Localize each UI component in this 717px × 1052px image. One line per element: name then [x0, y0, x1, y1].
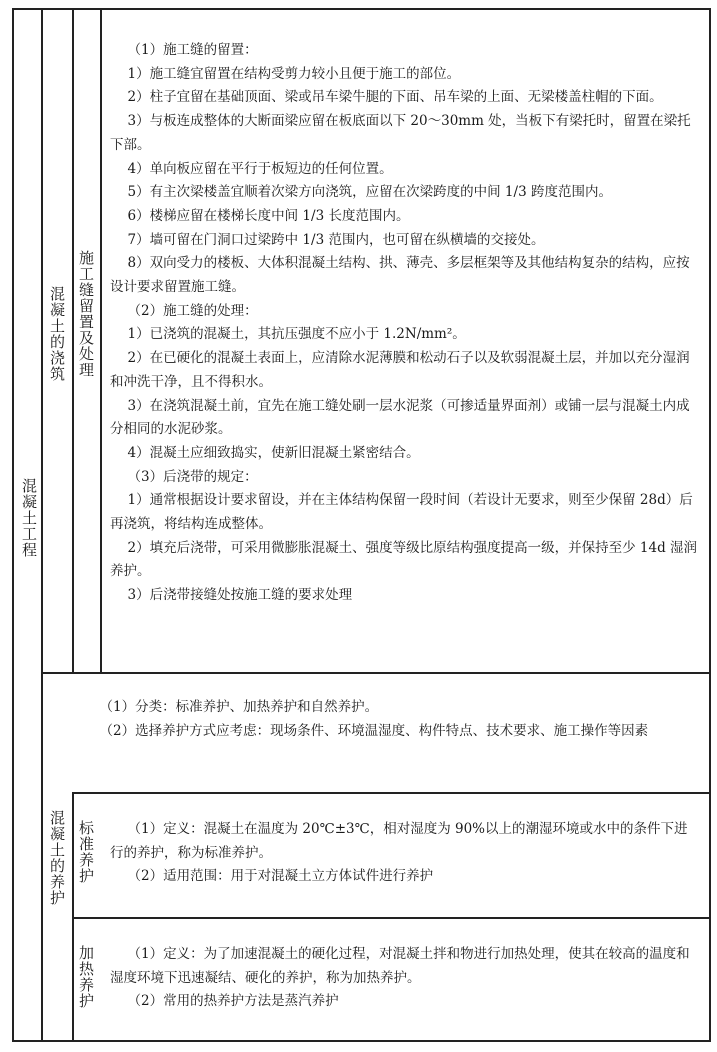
text-line: 2）在已硬化的混凝土表面上，应清除水泥薄膜和松动石子以及软弱混凝土层，并加以充分湿润和冲洗干净，且不得积水。: [110, 350, 690, 390]
col-divider-4: [72, 792, 74, 1040]
text-line: （2）选择养护方式应考虑：现场条件、环境温湿度、构件特点、技术要求、施工操作等因素: [99, 722, 649, 739]
row-divider-1: [41, 672, 711, 674]
pouring-section-title: 混凝土的浇筑: [48, 286, 66, 382]
text-line: 3）在浇筑混凝土前，宜先在施工缝处刷一层水泥浆（可掺适量界面剂）或铺一层与混凝土内成分相同的水泥砂浆。: [110, 397, 690, 438]
text-line: （1）定义：混凝土在温度为 20℃±3℃，相对湿度为 90%以上的潮湿环境或水中的条件下进行的养护，称为标准养护。: [110, 821, 688, 861]
text-line: 1）已浇筑的混凝土，其抗压强度不应小于 1.2N/mm²。: [127, 326, 466, 343]
text-line: 4）单向板应留在平行于板短边的任何位置。: [127, 160, 393, 177]
curing-section-title: 混凝土的养护: [48, 810, 66, 906]
text-line: （1）定义：为了加速混凝土的硬化过程，对混凝土拌和物进行加热处理，使其在较高的温度和湿度环境下迅速凝结、硬化的养护，称为加热养护。: [110, 946, 690, 986]
text-line: 4）混凝土应细致捣实，使新旧混凝土紧密结合。: [127, 444, 420, 461]
standard-curing-content: [110, 818, 700, 889]
text-line: 5）有主次梁楼盖宜顺着次梁方向浇筑，应留在次梁跨度的中间 1/3 跨度范围内。: [127, 184, 612, 201]
text-line: （1）施工缝的留置：: [127, 42, 258, 58]
standard-curing-title: 标准养护: [77, 820, 95, 884]
heat-curing-title: 加热养护: [77, 945, 95, 1009]
heat-curing-content: [110, 943, 700, 1014]
row-divider-2: [72, 792, 711, 794]
col-divider-1: [41, 10, 43, 1040]
text-line: 3）后浇带接缝处按施工缝的要求处理: [127, 587, 353, 604]
text-line: （3）后浇带的规定：: [127, 468, 258, 485]
text-line: （2）适用范围：用于对混凝土立方体试件进行养护: [127, 868, 434, 885]
text-line: 2）填充后浇带，可采用微膨胀混凝土、强度等级比原结构强度提高一级，并保持至少 14d 湿润养护。: [110, 539, 698, 580]
construction-joint-content: [110, 39, 700, 608]
col-divider-3: [100, 10, 102, 672]
text-line: （2）施工缝的处理：: [127, 302, 258, 319]
text-line: 3）与板连成整体的大断面梁应留在板底面以下 20～30mm 处，当板下有梁托时，留置在梁托下部。: [110, 113, 691, 153]
main-category-title: 混凝土工程: [20, 478, 38, 558]
construction-joint-title: 施工缝留置及处理: [77, 250, 95, 378]
text-line: 7）墙可留在门洞口过梁跨中 1/3 范围内，也可留在纵横墙的交接处。: [127, 231, 545, 248]
curing-general-content: [82, 696, 700, 743]
text-line: 2）柱子宜留在基础顶面、梁或吊车梁牛腿的下面、吊车梁的上面、无梁楼盖柱帽的下面。: [127, 89, 663, 106]
text-line: 6）楼梯应留在楼梯长度中间 1/3 长度范围内。: [127, 207, 410, 224]
col-divider-2: [72, 10, 74, 672]
text-line: （2）常用的热养护方法是蒸汽养护: [127, 993, 339, 1010]
text-line: （1）分类：标准养护、加热养护和自然养护。: [99, 699, 379, 715]
text-line: 1）施工缝宜留置在结构受剪力较小且便于施工的部位。: [127, 65, 461, 82]
document-table: [12, 8, 711, 1042]
text-line: 8）双向受力的楼板、大体积混凝土结构、拱、薄壳、多层框架等及其他结构复杂的结构，应按设计要求留置施工缝。: [110, 255, 690, 296]
text-line: 1）通常根据设计要求留设，并在主体结构保留一段时间（若设计无要求，则至少保留 28d）后再浇筑，将结构连成整体。: [110, 492, 693, 533]
row-divider-3: [72, 917, 711, 919]
